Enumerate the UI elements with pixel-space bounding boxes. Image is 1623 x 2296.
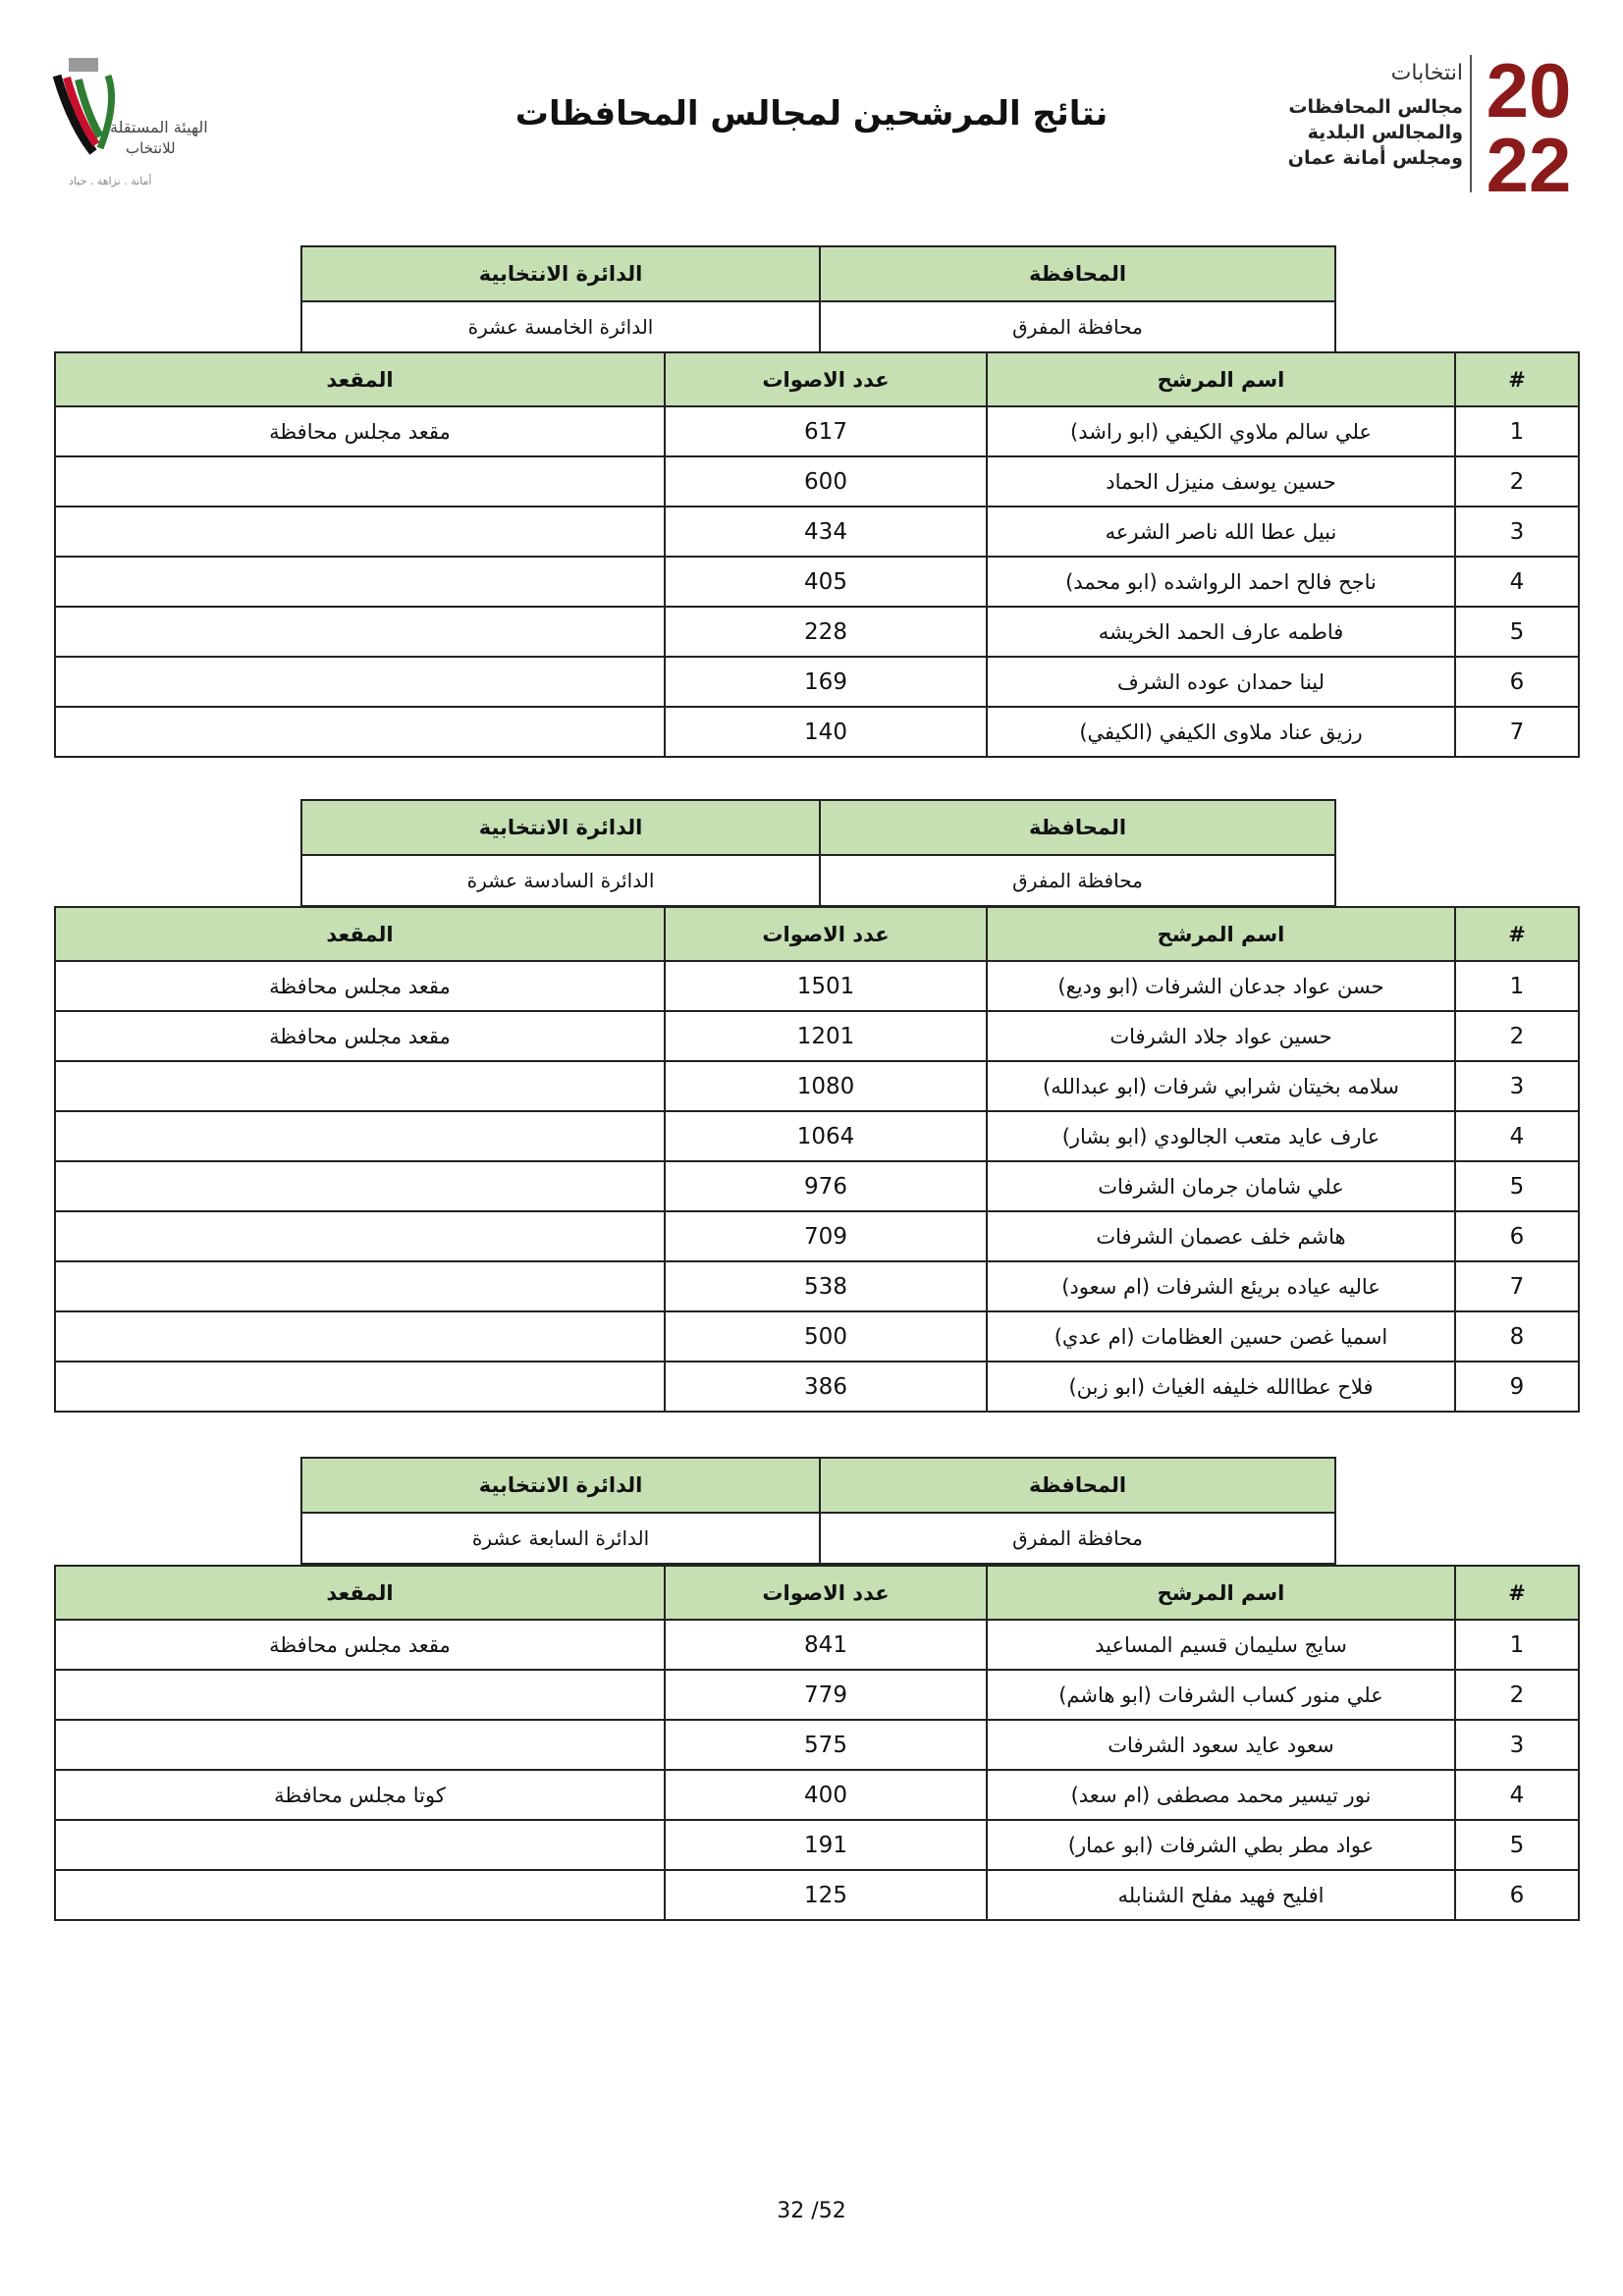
seat-type	[55, 1061, 665, 1111]
seat-type: كوتا مجلس محافظة	[55, 1770, 665, 1820]
candidate-name: عواد مطر بطي الشرفات (ابو عمار)	[987, 1820, 1455, 1870]
vote-count: 779	[665, 1670, 987, 1720]
table-row	[55, 707, 1579, 757]
elections-line1: مجالس المحافظات	[1288, 96, 1463, 118]
table-row	[55, 1670, 1579, 1720]
row-index: 3	[1455, 507, 1579, 557]
district-header: الدائرة الانتخابية	[301, 246, 820, 301]
candidate-name: عاليه عياده بريئع الشرفات (ام سعود)	[987, 1261, 1455, 1311]
table-row	[55, 1311, 1579, 1362]
vote-count: 125	[665, 1870, 987, 1920]
row-index: 7	[1455, 1261, 1579, 1311]
candidate-name: علي منور كساب الشرفات (ابو هاشم)	[987, 1670, 1455, 1720]
vote-count: 841	[665, 1620, 987, 1670]
candidate-name: سلامه بخيتان شرابي شرفات (ابو عبدالله)	[987, 1061, 1455, 1111]
governorate-value: محافظة المفرق	[820, 1513, 1335, 1564]
vote-count: 600	[665, 456, 987, 507]
elections-line2: والمجالس البلدية	[1307, 122, 1463, 143]
candidate-name: لينا حمدان عوده الشرف	[987, 657, 1455, 707]
seat-type	[55, 1111, 665, 1161]
seat-type	[55, 1211, 665, 1261]
candidate-name: فلاح عطاالله خليفه الغياث (ابو زبن)	[987, 1362, 1455, 1412]
row-index: 5	[1455, 1161, 1579, 1211]
seat-header: المقعد	[55, 1566, 665, 1620]
row-index: 2	[1455, 1011, 1579, 1061]
vote-count: 1201	[665, 1011, 987, 1061]
candidate-name: نبيل عطا الله ناصر الشرعه	[987, 507, 1455, 557]
votes-header: عدد الاصوات	[665, 907, 987, 961]
row-index: 6	[1455, 1870, 1579, 1920]
seat-type	[55, 1311, 665, 1362]
row-index: 4	[1455, 557, 1579, 607]
table-row	[55, 607, 1579, 657]
row-index: 6	[1455, 657, 1579, 707]
vote-count: 434	[665, 507, 987, 557]
row-index: 7	[1455, 707, 1579, 757]
iec-name-line2: للانتخاب	[126, 139, 176, 157]
vote-count: 228	[665, 607, 987, 657]
candidate-name: افليح فهيد مفلح الشنابله	[987, 1870, 1455, 1920]
row-index: 2	[1455, 456, 1579, 507]
table-row	[55, 1211, 1579, 1261]
governorate-header: المحافظة	[820, 800, 1335, 855]
table-row	[55, 557, 1579, 607]
vote-count: 1080	[665, 1061, 987, 1111]
table-row	[55, 657, 1579, 707]
seat-type	[55, 1670, 665, 1720]
candidate-name: سعود عايد سعود الشرفات	[987, 1720, 1455, 1770]
year-logo	[1478, 54, 1581, 196]
district-value: الدائرة السادسة عشرة	[301, 855, 820, 906]
vote-count: 709	[665, 1211, 987, 1261]
seat-type	[55, 1161, 665, 1211]
row-index: 9	[1455, 1362, 1579, 1412]
governorate-value: محافظة المفرق	[820, 855, 1335, 906]
table-row	[55, 961, 1579, 1011]
governorate-value: محافظة المفرق	[820, 301, 1335, 352]
row-index: 3	[1455, 1720, 1579, 1770]
seat-type	[55, 1720, 665, 1770]
seat-type	[55, 1820, 665, 1870]
candidate-name: عارف عايد متعب الجالودي (ابو بشار)	[987, 1111, 1455, 1161]
seat-type	[55, 1870, 665, 1920]
row-index: 6	[1455, 1211, 1579, 1261]
table-row	[55, 1770, 1579, 1820]
elections-word: انتخابات	[1390, 61, 1463, 85]
page-title: نتائج المرشحين لمجالس المحافظات	[514, 94, 1109, 133]
seat-type	[55, 456, 665, 507]
elections-line3: ومجلس أمانة عمان	[1287, 147, 1463, 169]
seat-type	[55, 657, 665, 707]
row-index: 1	[1455, 961, 1579, 1011]
candidate-header: اسم المرشح	[987, 352, 1455, 406]
candidate-header: اسم المرشح	[987, 907, 1455, 961]
seat-type	[55, 507, 665, 557]
row-index: 8	[1455, 1311, 1579, 1362]
table-row	[55, 1870, 1579, 1920]
vote-count: 191	[665, 1820, 987, 1870]
candidate-name: حسن عواد جدعان الشرفات (ابو وديع)	[987, 961, 1455, 1011]
table-row	[55, 406, 1579, 456]
candidate-name: علي سالم ملاوي الكيفي (ابو راشد)	[987, 406, 1455, 456]
seat-header: المقعد	[55, 907, 665, 961]
table-row	[55, 1720, 1579, 1770]
vote-count: 976	[665, 1161, 987, 1211]
iec-name-line1: الهيئة المستقلة	[110, 118, 208, 136]
table-row	[55, 1620, 1579, 1670]
district-header: الدائرة الانتخابية	[301, 800, 820, 855]
index-header: #	[1455, 907, 1579, 961]
table-row	[55, 1011, 1579, 1061]
seat-type	[55, 1362, 665, 1412]
row-index: 1	[1455, 1620, 1579, 1670]
vote-count: 1501	[665, 961, 987, 1011]
year-bottom: 22	[1486, 122, 1572, 196]
row-index: 1	[1455, 406, 1579, 456]
index-header: #	[1455, 1566, 1579, 1620]
row-index: 4	[1455, 1770, 1579, 1820]
vote-count: 575	[665, 1720, 987, 1770]
seat-type	[55, 607, 665, 657]
row-index: 2	[1455, 1670, 1579, 1720]
vote-count: 538	[665, 1261, 987, 1311]
candidate-name: رزيق عناد ملاوى الكيفي (الكيفي)	[987, 707, 1455, 757]
candidate-name: فاطمه عارف الحمد الخريشه	[987, 607, 1455, 657]
candidate-name: نور تيسير محمد مصطفى (ام سعد)	[987, 1770, 1455, 1820]
candidate-name: سايج سليمان قسيم المساعيد	[987, 1620, 1455, 1670]
seat-type	[55, 707, 665, 757]
seat-header: المقعد	[55, 352, 665, 406]
section-1-meta	[300, 245, 1336, 353]
vote-count: 405	[665, 557, 987, 607]
vote-count: 617	[665, 406, 987, 456]
table-row	[55, 1362, 1579, 1412]
votes-header: عدد الاصوات	[665, 352, 987, 406]
row-index: 5	[1455, 1820, 1579, 1870]
candidate-name: حسين عواد جلاد الشرفات	[987, 1011, 1455, 1061]
vote-count: 400	[665, 1770, 987, 1820]
governorate-header: المحافظة	[820, 1458, 1335, 1513]
table-row	[55, 456, 1579, 507]
row-index: 3	[1455, 1061, 1579, 1111]
district-value: الدائرة السابعة عشرة	[301, 1513, 820, 1564]
candidate-header: اسم المرشح	[987, 1566, 1455, 1620]
vote-count: 1064	[665, 1111, 987, 1161]
vote-count: 140	[665, 707, 987, 757]
row-index: 4	[1455, 1111, 1579, 1161]
seat-type: مقعد مجلس محافظة	[55, 1011, 665, 1061]
section-2-results	[54, 906, 1580, 1413]
candidate-name: هاشم خلف عصمان الشرفات	[987, 1211, 1455, 1261]
candidate-name: علي شامان جرمان الشرفات	[987, 1161, 1455, 1211]
section-1-results	[54, 351, 1580, 758]
seat-type: مقعد مجلس محافظة	[55, 1620, 665, 1670]
iec-tagline: أمانة . نزاهة . حياد	[69, 175, 152, 187]
seat-type: مقعد مجلس محافظة	[55, 406, 665, 456]
district-value: الدائرة الخامسة عشرة	[301, 301, 820, 352]
table-row	[55, 1820, 1579, 1870]
section-2-meta	[300, 799, 1336, 907]
index-header: #	[1455, 352, 1579, 406]
page-number: 32 /52	[777, 2199, 846, 2223]
logo-divider	[1470, 55, 1472, 192]
district-header: الدائرة الانتخابية	[301, 1458, 820, 1513]
candidate-name: حسين يوسف منيزل الحماد	[987, 456, 1455, 507]
governorate-header: المحافظة	[820, 246, 1335, 301]
votes-header: عدد الاصوات	[665, 1566, 987, 1620]
ballot-box-icon	[69, 58, 98, 72]
table-row	[55, 1111, 1579, 1161]
seat-type: مقعد مجلس محافظة	[55, 961, 665, 1011]
table-row	[55, 507, 1579, 557]
table-row	[55, 1261, 1579, 1311]
seat-type	[55, 557, 665, 607]
section-3-results	[54, 1565, 1580, 1921]
year-top: 20	[1486, 54, 1572, 133]
table-row	[55, 1161, 1579, 1211]
candidate-name: اسميا غصن حسين العظامات (ام عدي)	[987, 1311, 1455, 1362]
vote-count: 386	[665, 1362, 987, 1412]
seat-type	[55, 1261, 665, 1311]
section-3-meta	[300, 1457, 1336, 1565]
vote-count: 500	[665, 1311, 987, 1362]
table-row	[55, 1061, 1579, 1111]
vote-count: 169	[665, 657, 987, 707]
candidate-name: ناجح فالح احمد الرواشده (ابو محمد)	[987, 557, 1455, 607]
row-index: 5	[1455, 607, 1579, 657]
